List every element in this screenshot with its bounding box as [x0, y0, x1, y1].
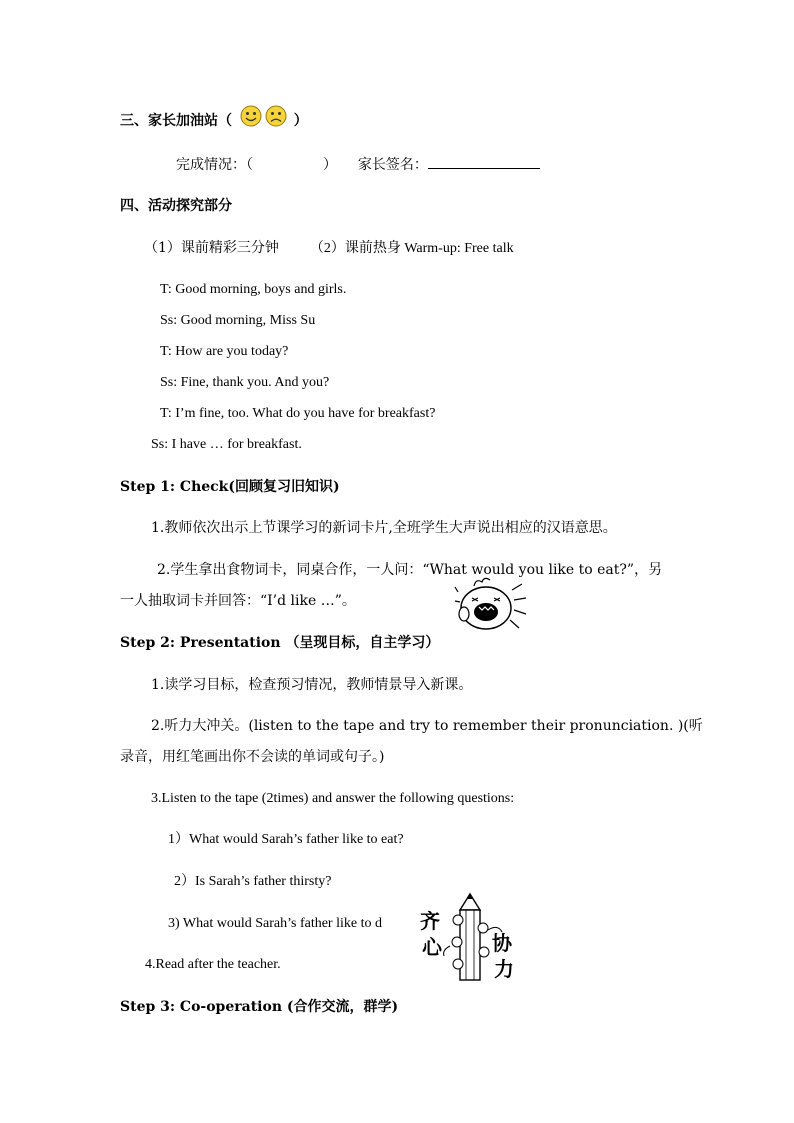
step2-item-2-line1: 2.听力大冲关。(listen to the tape and try to remember their pronunciation. )(听: [151, 718, 703, 734]
step2-item-2-line2: 录音，用红笔画出你不会读的单词或句子。): [120, 749, 385, 765]
question-3: 3) What would Sarah’s father like to d: [168, 916, 382, 931]
section3-heading: 三、家长加油站（ ）: [120, 111, 308, 131]
question-2: 2）Is Sarah’s father thirsty?: [174, 874, 332, 889]
step3-heading: Step 3: Co-operation (合作交流，群学): [120, 999, 399, 1015]
dialogue-line: T: I’m fine, too. What do you have for breakfast?: [160, 406, 436, 421]
dialogue-line: Ss: Fine, thank you. And you?: [160, 375, 330, 390]
warmup-intro: （1）课前精彩三分钟 （2）课前热身 Warm-up: Free talk: [144, 240, 514, 256]
crying-child-clipart: [454, 574, 534, 636]
teamwork-char: 协: [492, 931, 512, 955]
dialogue-line: Ss: Good morning, Miss Su: [160, 313, 316, 328]
step1-item-1: 1.教师依次出示上节课学习的新词卡片,全班学生大声说出相应的汉语意思。: [151, 520, 617, 536]
dialogue-line: T: How are you today?: [160, 344, 289, 359]
question-1: 1）What would Sarah’s father like to eat?: [168, 832, 404, 847]
step1-heading: Step 1: Check(回顾复习旧知识): [120, 479, 340, 495]
signature-line[interactable]: [428, 154, 540, 169]
dialogue-line: Ss: I have … for breakfast.: [151, 437, 302, 452]
step2-item-3: 3.Listen to the tape (2times) and answer the following questions:: [151, 791, 515, 806]
step2-item-1: 1.读学习目标，检查预习情况，教师情景导入新课。: [151, 677, 473, 693]
step1-item-2-line2: 一人抽取词卡并回答：“I’d like …”。: [120, 593, 356, 609]
completion-row: 完成情况：（ ） 家长签名：: [176, 154, 540, 175]
teamwork-char: 力: [494, 957, 514, 981]
step1-item-2-line1: 2.学生拿出食物词卡，同桌合作，一人问：“What would you like to eat?”，另: [157, 562, 663, 578]
smiley-emoji-group: [237, 111, 289, 131]
smiley-face-icon: [239, 103, 291, 129]
teamwork-clipart: [414, 890, 524, 986]
dialogue-line: T: Good morning, boys and girls.: [160, 282, 347, 297]
teamwork-char: 心: [422, 935, 442, 959]
teamwork-char: 齐: [420, 909, 440, 933]
section4-heading: 四、活动探究部分: [120, 198, 232, 214]
step2-item-4: 4.Read after the teacher.: [145, 957, 281, 972]
step2-heading: Step 2: Presentation （呈现目标，自主学习）: [120, 635, 440, 651]
